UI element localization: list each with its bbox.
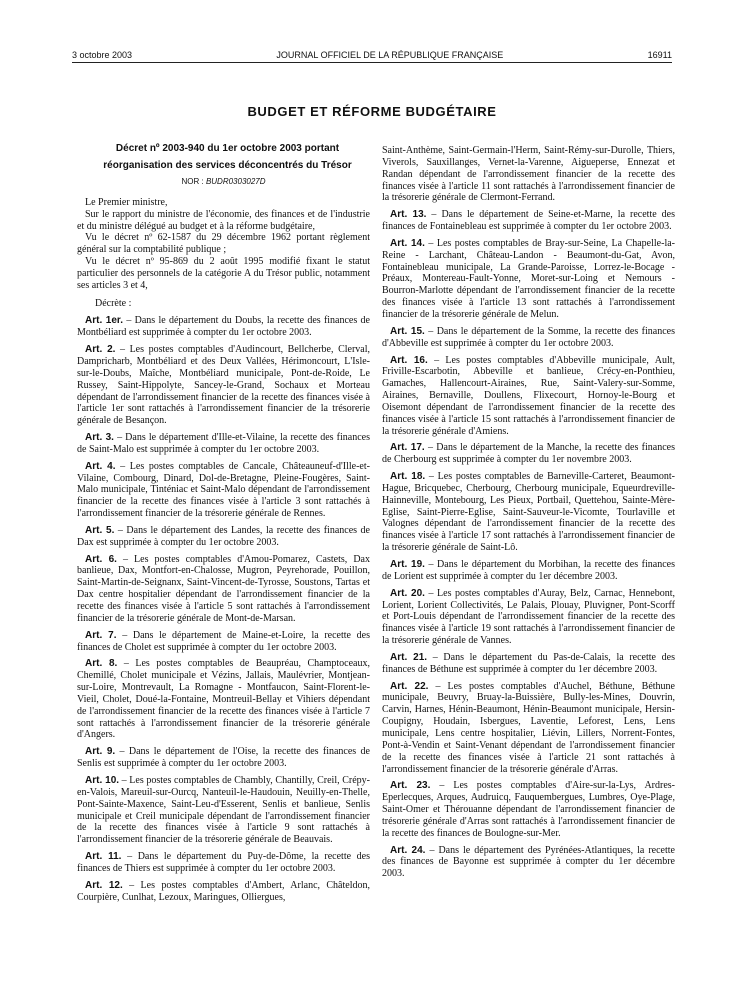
article-text: – Dans le département d'Ille-et-Vilaine, la recette des finances de Saint-Malo est supprimée à compter du 1er octobre 2003. <box>77 432 370 455</box>
article-paragraph <box>382 652 675 676</box>
article-paragraph <box>382 471 675 554</box>
article-text: – Les postes comptables d'Abbeville municipale, Ault, Friville-Escarbotin, Abbeville et banlieue, Crécy-en-Ponthieu, Gamaches, Hallencourt-Airaines, Rue, Saint-Valery-sur-Somme, Airaines, Bernaville, Doullens, Flixecourt, Hornoy-le-Bourg et Oisemont dépendant de l'arrondissement financier de la recette des finances visée à l'article 15 sont rattachés à l'arrondissement financier de la trésorerie générale d'Amiens. <box>382 354 675 437</box>
article-label: Art. 13. <box>390 209 427 221</box>
article-text: – Les postes comptables d'Amou-Pomarez, Castets, Dax banlieue, Dax, Montfort-en-Chalosse, Mugron, Peyrehorade, Pouillon, Saint-Martin-de-Seignanx, Saint-Vincent-de-Tyrosse, Soustons, Tartas et Dax centre hospitalier dépendant de l'arrondissement financier de la recette des finances visée à l'article 5 sont rattachés à l'arrondissement financier de la trésorerie générale de Mont-de-Marsan. <box>77 553 370 624</box>
article-text: – Les postes comptables d'Auray, Belz, Carnac, Hennebont, Lorient, Lorient Collectivités, Le Palais, Plouay, Pluvigner, Pont-Scorff et Port-Louis dépendant de l'arrondissement financier de la recette des finances visée à l'article 19 sont rattachés à l'arrondissement financier de la trésorerie générale de Vannes. <box>382 587 675 647</box>
decree-preamble <box>77 197 370 292</box>
preamble-line: Le Premier ministre, <box>85 196 168 208</box>
preamble-line: Vu le décret nº 95-869 du 2 août 1995 modifié fixant le statut particulier des personnels de la catégorie A du Trésor public, notamment ses articles 3 et 4, <box>77 256 370 291</box>
continued-paragraph: Saint-Anthème, Saint-Germain-l'Herm, Saint-Rémy-sur-Durolle, Thiers, Viverols, Sauxillanges, Vernet-la-Varenne, Aigueperse, Ennezat et Randan dépendant de l'arrondissement financier de la recette des finances visée à l'article 11 sont rattachés à l'arrondissement financier de la trésorerie générale de Clermont-Ferrand. <box>382 145 675 204</box>
article-paragraph <box>77 554 370 625</box>
article-paragraph <box>382 681 675 776</box>
article-paragraph <box>77 315 370 339</box>
header-page-number: 16911 <box>647 50 672 60</box>
article-paragraph <box>382 559 675 583</box>
article-paragraph <box>77 432 370 456</box>
article-label: Art. 10. <box>85 774 120 786</box>
article-text: – Dans le département de la Somme, la recette des finances d'Abbeville est supprimée à compter du 1er octobre 2003. <box>382 325 676 349</box>
nor-label: NOR : <box>181 177 204 186</box>
article-paragraph <box>382 588 675 647</box>
article-paragraph <box>382 209 675 233</box>
decrete-line: Décrète : <box>95 297 132 309</box>
article-paragraph <box>77 746 370 770</box>
header-journal-title: JOURNAL OFFICIEL DE LA RÉPUBLIQUE FRANÇAISE <box>276 50 504 60</box>
article-paragraph <box>77 461 370 520</box>
article-paragraph <box>382 238 675 321</box>
article-label: Art. 5. <box>85 524 115 536</box>
article-text: – Dans le département du Puy-de-Dôme, la recette des finances de Thiers est supprimée à compter du 1er octobre 2003. <box>77 851 370 874</box>
article-paragraph <box>382 355 675 438</box>
article-label: Art. 7. <box>85 629 117 641</box>
article-paragraph <box>77 775 370 846</box>
article-label: Art. 6. <box>85 553 117 565</box>
article-label: Art. 11. <box>85 851 122 863</box>
article-paragraph <box>77 880 370 904</box>
article-label: Art. 17. <box>390 442 425 454</box>
article-label: Art. 23. <box>390 780 431 792</box>
header-divider <box>72 62 672 63</box>
article-paragraph <box>77 851 370 875</box>
article-text: – Les postes comptables de Cancale, Châteauneuf-d'Ille-et-Vilaine, Combourg, Dinard, Dol-de-Bretagne, Pleine-Fougères, Saint-Malo municipale, Tinténiac et Saint-Malo dépendant de l'arrondissement financier de la recette des finances visée à l'article 3 sont rattachés à l'arrondissement financier de la trésorerie générale de Rennes. <box>77 460 370 520</box>
article-text: – Les postes comptables d'Audincourt, Bellcherbe, Clerval, Dampricharb, Montbéliard et des Deux Vallées, Hérimoncourt, L'Isle-sur-le-Doubs, Maîche, Montbéliard municipale, Pont-de-Roide, Le Russey, Saint-Hippolyte, Sancey-le-Grand, Sochaux et Morteau dépendant de l'arrondissement financier de la recette des finances visée à l'article 1er sont rattachés à l'arrondissement financier de la trésorerie générale de Besançon. <box>77 344 371 427</box>
page-header <box>72 50 672 60</box>
article-label: Art. 15. <box>390 325 425 337</box>
article-text: – Les postes comptables de Barneville-Carteret, Beaumont-Hague, Bricquebec, Cherbourg, Cherbourg municipale, Equeurdreville-Hainneville, Montebourg, Les Pieux, Portbail, Quettehou, Sainte-Mère-Eglise, Saint-Pierre-Eglise, Saint-Sauveur-le-Vicomte, Tourlaville et Valognes dépendant de l'arrondissement financier de la recette des finances visée à l'article 17 sont rattachés à l'arrondissement financier de la trésorerie générale de Saint-Lô. <box>382 471 675 554</box>
article-paragraph <box>77 344 370 427</box>
article-text: – Dans le département du Morbihan, la recette des finances de Lorient est supprimée à compter du 1er décembre 2003. <box>382 559 675 582</box>
article-text: – Dans le département de Seine-et-Marne, la recette des finances de Fontainebleau est supprimée à compter du 1er octobre 2003. <box>382 209 675 233</box>
article-text: – Dans le département des Landes, la recette des finances de Dax est supprimée à compter du 1er octobre 2003. <box>77 524 370 548</box>
right-column <box>382 145 675 885</box>
article-label: Art. 20. <box>390 587 425 599</box>
nor-reference <box>77 176 370 188</box>
article-text: – Dans le département de l'Oise, la recette des finances de Senlis est supprimée à compter du 1er octobre 2003. <box>77 746 370 770</box>
article-label: Art. 21. <box>390 651 428 663</box>
article-text: – Les postes comptables d'Ambert, Arlanc, Châteldon, Courpière, Cunlhat, Lezoux, Maringues, Olliergues, <box>77 879 370 903</box>
article-label: Art. 9. <box>85 746 116 758</box>
article-text: – Les postes comptables d'Aire-sur-la-Lys, Ardres-Eperlecques, Arques, Audruicq, Fauquembergues, Lumbres, Oye-Plage, Saint-Omer et Thérouanne dépendant de l'arrondissement financier de trésorerie générale d'Arras sont rattachés à l'arrondissement financier de la recette des finances de Boulogne-sur-Mer. <box>382 780 676 839</box>
left-column <box>77 143 370 908</box>
article-text: – Les postes comptables de Chambly, Chantilly, Creil, Crépy-en-Valois, Mareuil-sur-Ourcq, Nanteuil-le-Haudouin, Neuilly-en-Thelle, Pont-Sainte-Maxence, Saint-Leu-d'Esserent, Senlis et banlieue, Senlis municipale et Creil municipale dépendant de l'arrondissement financier de la recette des finances visée à l'article 9 sont rattachés à l'arrondissement financier de la trésorerie générale de Beauvais. <box>77 774 370 846</box>
article-paragraph <box>382 845 675 881</box>
decree-title-line-2: réorganisation des services déconcentrés du Trésor <box>103 159 352 171</box>
decree-title-line-1: Décret nº 2003-940 du 1er octobre 2003 portant <box>115 143 340 154</box>
article-label: Art. 8. <box>85 658 118 670</box>
article-text: – Dans le département de la Manche, la recette des finances de Cherbourg est supprimée à compter du 1er novembre 2003. <box>382 442 675 466</box>
article-text: – Les postes comptables de Beaupréau, Champtoceaux, Chemillé, Cholet municipale et Vézins, Jallais, Maulévrier, Montjean-sur-Loire, Montrevault, La Romagne - Montfaucon, Saint-Florent-le-Vieil, Cholet, Doué-la-Fontaine, Montreuil-Bellay et Vihiers dépendant de l'arrondissement financier de la recette des finances visée à l'article 7 sont rattachés à l'arrondissement financier de la trésorerie générale d'Angers. <box>77 658 370 741</box>
article-label: Art. 1er. <box>85 315 124 327</box>
article-label: Art. 18. <box>390 471 426 483</box>
right-article-list <box>382 209 675 880</box>
article-text: – Dans le département du Doubs, la recette des finances de Montbéliard est supprimée à compter du 1er octobre 2003. <box>77 315 370 339</box>
section-title: BUDGET ET RÉFORME BUDGÉTAIRE <box>247 104 497 119</box>
left-article-list <box>77 315 370 903</box>
article-label: Art. 16. <box>390 354 428 366</box>
article-text: – Dans le département des Pyrénées-Atlantiques, la recette des finances de Bayonne est supprimée à compter du 1er décembre 2003. <box>382 844 675 880</box>
article-text: – Les postes comptables de Bray-sur-Seine, La Chapelle-la-Reine - Larchant, Château-Landon - Beaumont-du-Gat, Avon, Fontainebleau municipale, La Grande-Paroisse, Lorrez-le-Bocage - Préaux, Montereau-Fault-Yonne, Moret-sur-Loing et Nemours - Bourron-Marlotte dépendant de l'arrondissement financier de la recette des finances visée à l'article 13 sont rattachés à l'arrondissement financier de la trésorerie générale de Melun. <box>382 237 675 320</box>
article-paragraph <box>77 658 370 741</box>
article-label: Art. 12. <box>85 879 123 891</box>
article-paragraph <box>77 630 370 654</box>
article-label: Art. 24. <box>390 844 426 856</box>
article-label: Art. 14. <box>390 237 425 249</box>
header-date: 3 octobre 2003 <box>72 50 133 60</box>
article-text: – Les postes comptables d'Auchel, Béthune, Béthune municipale, Beuvry, Bruay-la-Buissière, Bully-les-Mines, Douvrin, Carvin, Harnes, Hénin-Beaumont, Hénin-Beaumont municipale, Hersin-Coupigny, Houdain, Isbergues, Laventie, Leforest, Lens, Lens municipale, Lens centre hospitalier, Liévin, Lillers, Norrent-Fontes, Pont-à-Vendin et Saint-Venant dépendant de l'arrondissement financier de la recette des finances visée à l'article 21 sont rattachés à l'arrondissement financier de la trésorerie générale d'Arras. <box>382 680 675 775</box>
article-paragraph <box>382 326 675 350</box>
article-label: Art. 2. <box>85 344 116 356</box>
preamble-line: Sur le rapport du ministre de l'économie, des finances et de l'industrie et du ministre délégué au budget et à la réforme budgétaire, <box>77 208 370 232</box>
article-label: Art. 22. <box>390 680 429 692</box>
article-label: Art. 3. <box>85 432 114 444</box>
article-label: Art. 4. <box>85 460 116 472</box>
article-text: – Dans le département de Maine-et-Loire, la recette des finances de Cholet est supprimée à compter du 1er octobre 2003. <box>77 629 370 653</box>
article-text: – Dans le département du Pas-de-Calais, la recette des finances de Béthune est supprimée à compter du 1er décembre 2003. <box>382 651 675 675</box>
article-paragraph <box>382 442 675 466</box>
article-paragraph <box>382 780 675 839</box>
article-label: Art. 19. <box>390 559 425 570</box>
nor-value: BUDR0303027D <box>205 177 266 186</box>
preamble-line: Vu le décret nº 62-1587 du 29 décembre 1962 portant règlement général sur la comptabilité publique ; <box>77 232 370 256</box>
article-paragraph <box>77 525 370 549</box>
